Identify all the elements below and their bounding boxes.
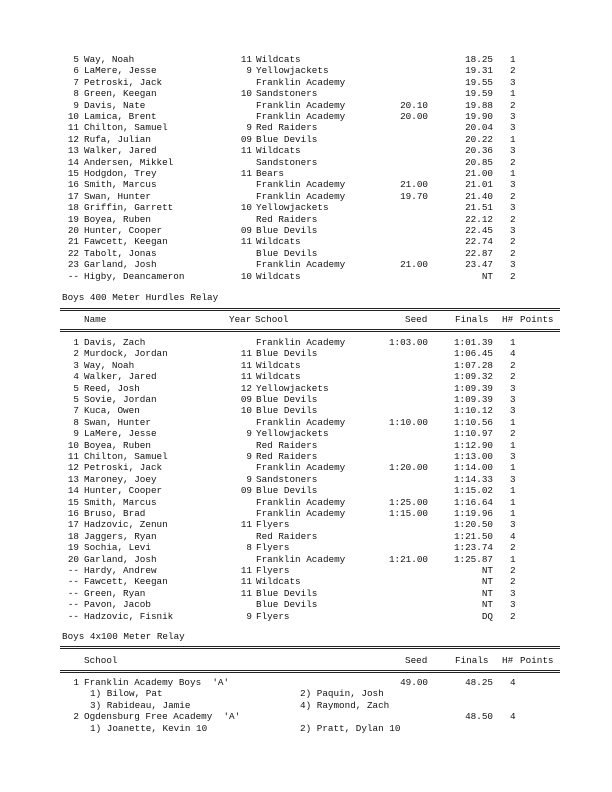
place: 10 <box>67 439 79 451</box>
athlete-name: Green, Keegan <box>84 88 157 100</box>
place: 12 <box>67 133 79 145</box>
place: 15 <box>67 168 79 179</box>
school: Red Raiders <box>256 122 318 134</box>
athlete-name: Way, Noah <box>84 54 135 65</box>
year: 10 <box>240 202 252 214</box>
final-time: 19.88 <box>465 99 493 111</box>
heat: 1 <box>510 54 516 65</box>
athlete-name: Murdock, Jordan <box>84 348 168 360</box>
heat: 2 <box>510 65 516 77</box>
heat: 3 <box>510 145 516 157</box>
header-rule <box>60 308 560 311</box>
final-time: 1:09.39 <box>453 394 493 405</box>
year: 9 <box>246 473 252 485</box>
final-time: 1:13.00 <box>453 451 493 462</box>
place: 1 <box>73 677 79 688</box>
athlete-name: Rufa, Julian <box>84 133 151 145</box>
place: 5 <box>73 54 79 65</box>
heat: 3 <box>510 451 516 462</box>
final-time: 1:09.39 <box>453 382 493 394</box>
year: 09 <box>240 394 252 405</box>
heat: 4 <box>510 711 516 723</box>
school: Franklin Academy <box>256 76 346 88</box>
athlete-name: Hadzovic, Zenun <box>84 519 168 531</box>
school: Franklin Academy <box>256 337 346 348</box>
header-rule <box>60 646 560 649</box>
seed-time: 20.10 <box>400 99 428 111</box>
final-time: 22.45 <box>465 225 493 236</box>
place: 11 <box>67 451 79 462</box>
header-rule <box>60 670 560 673</box>
col-year: Year <box>229 314 252 325</box>
place: 6 <box>73 65 79 77</box>
final-time: 18.25 <box>465 54 493 65</box>
place: 1 <box>73 337 79 348</box>
school: Bears <box>256 168 284 179</box>
final-time: 1:23.74 <box>453 542 493 554</box>
place: 5 <box>73 382 79 394</box>
school: Franklin Academy <box>256 496 346 508</box>
seed-time: 20.00 <box>400 111 428 122</box>
place: 4 <box>73 371 79 383</box>
heat: 3 <box>510 122 516 134</box>
final-time: NT <box>481 599 493 611</box>
heat: 3 <box>510 179 516 191</box>
school: Wildcats <box>256 236 301 248</box>
athlete-name: Swan, Hunter <box>84 416 151 428</box>
heat: 2 <box>510 247 516 259</box>
school: Yellowjackets <box>256 202 329 214</box>
seed-time: 49.00 <box>400 677 428 688</box>
school: Red Raiders <box>256 530 318 542</box>
year: 9 <box>246 451 252 462</box>
heat: 3 <box>510 111 516 122</box>
heat: 3 <box>510 202 516 214</box>
final-time: 19.31 <box>465 65 493 77</box>
team-name: Franklin Academy Boys 'A' <box>84 677 230 688</box>
final-time: 21.40 <box>465 190 493 202</box>
athlete-name: LaMere, Jesse <box>84 65 157 77</box>
school: Flyers <box>256 519 290 531</box>
place: 13 <box>67 145 79 157</box>
heat: 2 <box>510 542 516 554</box>
heat: 2 <box>510 156 516 168</box>
place: 2 <box>73 711 79 723</box>
final-time: 1:14.33 <box>453 473 493 485</box>
school: Yellowjackets <box>256 428 329 440</box>
heat: 1 <box>510 416 516 428</box>
final-time: 20.04 <box>465 122 493 134</box>
seed-time: 1:20.00 <box>388 462 428 474</box>
athlete-name: Petroski, Jack <box>84 462 163 474</box>
year: 9 <box>246 65 252 77</box>
col-seed: Seed <box>405 655 428 666</box>
athlete-name: Boyea, Ruben <box>84 439 151 451</box>
heat: 3 <box>510 473 516 485</box>
place: 2 <box>73 348 79 360</box>
athlete-name: Sovie, Jordan <box>84 394 157 405</box>
school: Wildcats <box>256 576 301 588</box>
final-time: 1:12.90 <box>453 439 493 451</box>
heat: 2 <box>510 270 516 282</box>
year: 11 <box>240 348 252 360</box>
heat: 2 <box>510 565 516 576</box>
school: Blue Devils <box>256 348 318 360</box>
school: Franklin Academy <box>256 462 346 474</box>
final-time: 20.36 <box>465 145 493 157</box>
place: 11 <box>67 122 79 134</box>
year: 11 <box>240 519 252 531</box>
athlete-name: Maroney, Joey <box>84 473 157 485</box>
athlete-name: Hodgdon, Trey <box>84 168 157 179</box>
year: 09 <box>240 485 252 497</box>
athlete-name: Green, Ryan <box>84 587 146 599</box>
year: 9 <box>246 610 252 622</box>
final-time: 48.25 <box>465 677 493 688</box>
heat: 1 <box>510 168 516 179</box>
column-header <box>62 655 554 666</box>
seed-time: 1:25.00 <box>388 496 428 508</box>
school: Franklin Academy <box>256 553 346 565</box>
place: 3 <box>73 359 79 371</box>
athlete-name: Davis, Zach <box>84 337 146 348</box>
year: 11 <box>240 587 252 599</box>
event-title: Boys 400 Meter Hurdles Relay <box>62 292 219 303</box>
place: 23 <box>67 259 79 271</box>
place: 9 <box>73 99 79 111</box>
year: 10 <box>240 405 252 417</box>
year: 12 <box>240 382 252 394</box>
heat: 4 <box>510 530 516 542</box>
heat: 1 <box>510 485 516 497</box>
heat: 3 <box>510 394 516 405</box>
final-time: 19.55 <box>465 76 493 88</box>
col-finals: Finals <box>455 655 489 666</box>
year: 11 <box>240 168 252 179</box>
heat: 4 <box>510 677 516 688</box>
year: 11 <box>240 54 252 65</box>
place: 17 <box>67 190 79 202</box>
school: Blue Devils <box>256 225 318 236</box>
athlete-name: Hardy, Andrew <box>84 565 157 576</box>
final-time: NT <box>481 270 493 282</box>
final-time: 1:20.50 <box>453 519 493 531</box>
final-time: 1:10.56 <box>453 416 493 428</box>
relay-member: 1) Bilow, Pat <box>90 688 163 700</box>
col-points: Points <box>520 314 554 325</box>
athlete-name: Reed, Josh <box>84 382 140 394</box>
place: -- <box>67 587 79 599</box>
heat: 2 <box>510 576 516 588</box>
final-time: 20.22 <box>465 133 493 145</box>
final-time: 21.51 <box>465 202 493 214</box>
final-time: 22.87 <box>465 247 493 259</box>
year: 9 <box>246 122 252 134</box>
heat: 1 <box>510 496 516 508</box>
heat: 3 <box>510 225 516 236</box>
relay-member: 2) Paquin, Josh <box>300 688 384 700</box>
school: Blue Devils <box>256 247 318 259</box>
year: 11 <box>240 236 252 248</box>
athlete-name: Smith, Marcus <box>84 496 157 508</box>
col-school: School <box>84 655 118 666</box>
seed-time: 1:21.00 <box>388 553 428 565</box>
seed-time: 21.00 <box>400 259 428 271</box>
final-time: 1:01.39 <box>453 337 493 348</box>
seed-time: 1:03.00 <box>388 337 428 348</box>
year: 8 <box>246 542 252 554</box>
athlete-name: Andersen, Mikkel <box>84 156 174 168</box>
athlete-name: Chilton, Samuel <box>84 451 168 462</box>
heat: 1 <box>510 88 516 100</box>
final-time: 19.90 <box>465 111 493 122</box>
athlete-name: Griffin, Garrett <box>84 202 174 214</box>
final-time: 1:19.96 <box>453 508 493 519</box>
heat: 4 <box>510 348 516 360</box>
heat: 3 <box>510 382 516 394</box>
final-time: 21.00 <box>465 168 493 179</box>
year: 11 <box>240 145 252 157</box>
school: Red Raiders <box>256 439 318 451</box>
heat: 3 <box>510 76 516 88</box>
heat: 2 <box>510 213 516 225</box>
year: 11 <box>240 576 252 588</box>
place: 21 <box>67 236 79 248</box>
heat: 2 <box>510 99 516 111</box>
final-time: 21.01 <box>465 179 493 191</box>
heat: 1 <box>510 439 516 451</box>
athlete-name: Fawcett, Keegan <box>84 236 168 248</box>
place: 20 <box>67 553 79 565</box>
school: Flyers <box>256 542 290 554</box>
year: 10 <box>240 88 252 100</box>
place: 18 <box>67 202 79 214</box>
school: Wildcats <box>256 270 301 282</box>
school: Blue Devils <box>256 485 318 497</box>
athlete-name: Chilton, Samuel <box>84 122 168 134</box>
place: 22 <box>67 247 79 259</box>
final-time: DQ <box>481 610 493 622</box>
place: 8 <box>73 416 79 428</box>
school: Franklin Academy <box>256 259 346 271</box>
heat: 2 <box>510 371 516 383</box>
athlete-name: Walker, Jared <box>84 145 157 157</box>
school: Sandstoners <box>256 88 318 100</box>
final-time: 1:25.87 <box>453 553 493 565</box>
athlete-name: Davis, Nate <box>84 99 146 111</box>
school: Franklin Academy <box>256 508 346 519</box>
place: 9 <box>73 428 79 440</box>
final-time: 20.85 <box>465 156 493 168</box>
year: 09 <box>240 133 252 145</box>
place: 7 <box>73 405 79 417</box>
athlete-name: Pavon, Jacob <box>84 599 151 611</box>
place: 18 <box>67 530 79 542</box>
header-rule <box>60 329 560 332</box>
school: Red Raiders <box>256 451 318 462</box>
heat: 1 <box>510 553 516 565</box>
year: 11 <box>240 371 252 383</box>
heat: 1 <box>510 337 516 348</box>
final-time: 1:09.32 <box>453 371 493 383</box>
athlete-name: Hunter, Cooper <box>84 225 163 236</box>
school: Franklin Academy <box>256 190 346 202</box>
heat: 2 <box>510 428 516 440</box>
school: Franklin Academy <box>256 99 346 111</box>
col-points: Points <box>520 655 554 666</box>
heat: 3 <box>510 587 516 599</box>
col-finals: Finals <box>455 314 489 325</box>
seed-time: 19.70 <box>400 190 428 202</box>
school: Franklin Academy <box>256 179 346 191</box>
place: 19 <box>67 213 79 225</box>
place: 14 <box>67 485 79 497</box>
place: -- <box>67 599 79 611</box>
athlete-name: Hadzovic, Fisnik <box>84 610 174 622</box>
place: 16 <box>67 508 79 519</box>
final-time: 1:16.64 <box>453 496 493 508</box>
school: Wildcats <box>256 145 301 157</box>
place: 17 <box>67 519 79 531</box>
athlete-name: Boyea, Ruben <box>84 213 151 225</box>
heat: 2 <box>510 190 516 202</box>
final-time: 1:14.00 <box>453 462 493 474</box>
athlete-name: Swan, Hunter <box>84 190 151 202</box>
school: Wildcats <box>256 371 301 383</box>
heat: 1 <box>510 462 516 474</box>
final-time: 48.50 <box>465 711 493 723</box>
col-seed: Seed <box>405 314 428 325</box>
place: 15 <box>67 496 79 508</box>
athlete-name: Higby, Deancameron <box>84 270 185 282</box>
place: 20 <box>67 225 79 236</box>
place: 13 <box>67 473 79 485</box>
athlete-name: Fawcett, Keegan <box>84 576 168 588</box>
column-header <box>62 314 554 325</box>
athlete-name: LaMere, Jesse <box>84 428 157 440</box>
heat: 3 <box>510 405 516 417</box>
place: 5 <box>73 394 79 405</box>
event-title: Boys 4x100 Meter Relay <box>62 631 185 642</box>
seed-time: 21.00 <box>400 179 428 191</box>
place: -- <box>67 576 79 588</box>
place: 12 <box>67 462 79 474</box>
school: Blue Devils <box>256 394 318 405</box>
school: Blue Devils <box>256 133 318 145</box>
relay-member: 1) Joanette, Kevin 10 <box>90 722 208 734</box>
final-time: 1:07.28 <box>453 359 493 371</box>
school: Blue Devils <box>256 599 318 611</box>
final-time: 19.59 <box>465 88 493 100</box>
heat: 2 <box>510 236 516 248</box>
school: Flyers <box>256 610 290 622</box>
relay-member: 3) Rabideau, Jamie <box>90 699 191 711</box>
place: 10 <box>67 111 79 122</box>
heat: 3 <box>510 599 516 611</box>
place: 8 <box>73 88 79 100</box>
school: Wildcats <box>256 54 301 65</box>
final-time: 23.47 <box>465 259 493 271</box>
athlete-name: Jaggers, Ryan <box>84 530 157 542</box>
school: Red Raiders <box>256 213 318 225</box>
seed-time: 1:10.00 <box>388 416 428 428</box>
school: Blue Devils <box>256 587 318 599</box>
athlete-name: Tabolt, Jonas <box>84 247 157 259</box>
heat: 3 <box>510 519 516 531</box>
school: Franklin Academy <box>256 111 346 122</box>
school: Sandstoners <box>256 156 318 168</box>
seed-time: 1:15.00 <box>388 508 428 519</box>
athlete-name: Smith, Marcus <box>84 179 157 191</box>
place: 14 <box>67 156 79 168</box>
year: 09 <box>240 225 252 236</box>
final-time: NT <box>481 565 493 576</box>
athlete-name: Lamica, Brent <box>84 111 157 122</box>
heat: 1 <box>510 133 516 145</box>
year: 11 <box>240 359 252 371</box>
relay-member: 4) Raymond, Zach <box>300 699 390 711</box>
final-time: NT <box>481 576 493 588</box>
final-time: 1:10.97 <box>453 428 493 440</box>
athlete-name: Way, Noah <box>84 359 135 371</box>
place: 19 <box>67 542 79 554</box>
athlete-name: Walker, Jared <box>84 371 157 383</box>
school: Flyers <box>256 565 290 576</box>
athlete-name: Bruso, Brad <box>84 508 146 519</box>
col-school: School <box>255 314 289 325</box>
final-time: 22.74 <box>465 236 493 248</box>
athlete-name: Petroski, Jack <box>84 76 163 88</box>
place: -- <box>67 610 79 622</box>
relay-member: 2) Pratt, Dylan 10 <box>300 722 401 734</box>
school: Yellowjackets <box>256 65 329 77</box>
athlete-name: Kuca, Owen <box>84 405 140 417</box>
athlete-name: Sochia, Levi <box>84 542 151 554</box>
school: Blue Devils <box>256 405 318 417</box>
athlete-name: Garland, Josh <box>84 259 157 271</box>
final-time: 22.12 <box>465 213 493 225</box>
athlete-name: Garland, Josh <box>84 553 157 565</box>
team-name: Ogdensburg Free Academy 'A' <box>84 711 241 723</box>
place: 16 <box>67 179 79 191</box>
school: Franklin Academy <box>256 416 346 428</box>
final-time: 1:06.45 <box>453 348 493 360</box>
heat: 3 <box>510 259 516 271</box>
year: 9 <box>246 428 252 440</box>
heat: 2 <box>510 610 516 622</box>
col-heat: H# <box>502 314 514 325</box>
school: Yellowjackets <box>256 382 329 394</box>
place: -- <box>67 565 79 576</box>
school: Wildcats <box>256 359 301 371</box>
place: -- <box>67 270 79 282</box>
athlete-name: Hunter, Cooper <box>84 485 163 497</box>
school: Sandstoners <box>256 473 318 485</box>
final-time: 1:21.50 <box>453 530 493 542</box>
heat: 2 <box>510 359 516 371</box>
place: 7 <box>73 76 79 88</box>
year: 10 <box>240 270 252 282</box>
col-heat: H# <box>502 655 514 666</box>
final-time: 1:10.12 <box>453 405 493 417</box>
heat: 1 <box>510 508 516 519</box>
col-name: Name <box>84 314 107 325</box>
year: 11 <box>240 565 252 576</box>
final-time: 1:15.02 <box>453 485 493 497</box>
final-time: NT <box>481 587 493 599</box>
